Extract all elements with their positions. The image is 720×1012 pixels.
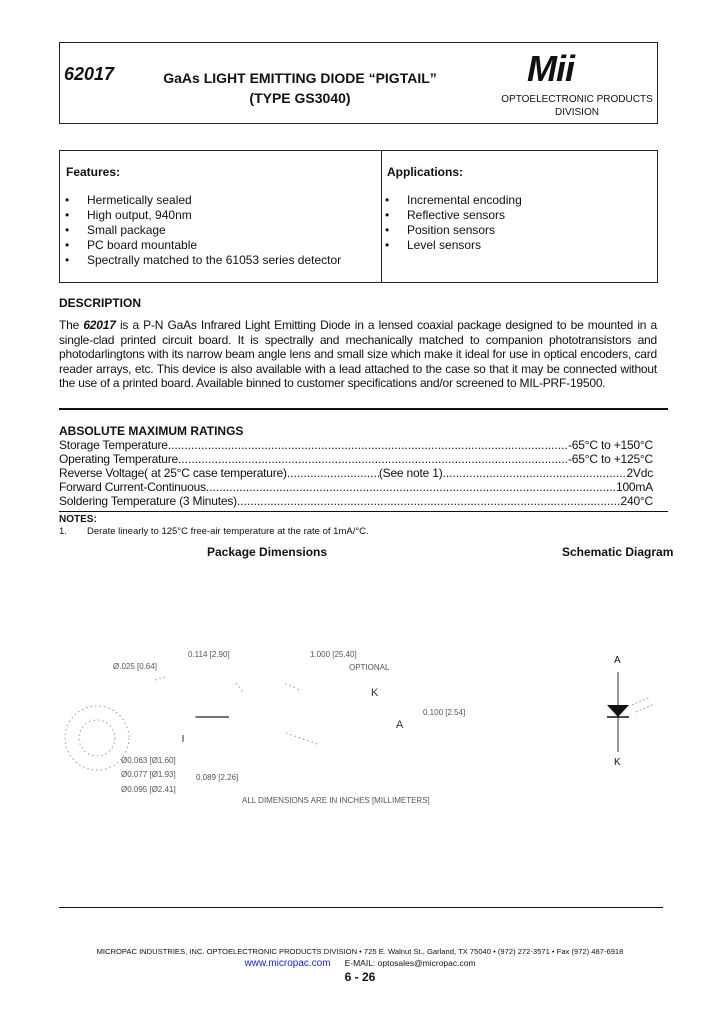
feature-item: • High output, 940nm <box>61 208 341 223</box>
notes-heading: NOTES: <box>59 514 97 525</box>
ratings-heading: ABSOLUTE MAXIMUM RATINGS <box>59 424 244 438</box>
schematic-heading: Schematic Diagram <box>562 545 674 559</box>
rating-value: -65°C to +150°C <box>568 438 653 452</box>
dim-label: 1.000 [25.40] <box>310 650 357 659</box>
package-heading: Package Dimensions <box>207 545 328 559</box>
feature-item: • Spectrally matched to the 61053 series detector <box>61 253 341 268</box>
rating-label: Soldering Temperature (3 Minutes) <box>59 494 237 508</box>
rating-label: Forward Current-Continuous <box>59 480 206 494</box>
features-heading: Features: <box>66 165 121 179</box>
feature-item: • PC board mountable <box>61 238 341 253</box>
cathode-label: K <box>371 687 379 699</box>
division-line2: DIVISION <box>555 107 599 118</box>
dim-label: Ø.025 [0.64] <box>113 662 158 671</box>
dim-label: Ø0.063 [Ø1.60] <box>121 756 176 765</box>
rating-value: 2Vdc <box>626 466 653 480</box>
dim-label: Ø0.077 [Ø1.93] <box>121 770 176 779</box>
rating-label: Operating Temperature <box>59 452 178 466</box>
footer-address: MICROPAC INDUSTRIES, INC. OPTOELECTRONIC PRODUCTS DIVISION • 725 E. Walnut St., Garland, TX 75040 • (972) 272-3571 • Fax (972) 487-6918 <box>96 947 624 956</box>
dim-label: Ø0.095 [Ø2.41] <box>121 785 176 794</box>
application-item: • Incremental encoding <box>381 193 522 208</box>
feature-item: • Small package <box>61 223 341 238</box>
anode-label: A <box>396 719 404 731</box>
note-text: Derate linearly to 125°C free-air temperature at the rate of 1mA/°C. <box>87 526 369 537</box>
title-line2: (TYPE GS3040) <box>249 90 351 106</box>
rating-value: -65°C to +125°C <box>568 452 653 466</box>
website-link[interactable]: www.micropac.com <box>244 958 331 969</box>
dim-label: OPTIONAL <box>349 663 390 672</box>
rating-value: 240°C <box>620 494 653 508</box>
part-number: 62017 <box>64 64 115 84</box>
applications-heading: Applications: <box>387 165 464 179</box>
dim-label: 0.114 [2.90] <box>188 650 230 659</box>
desc-part: 62017 <box>83 318 116 332</box>
desc-body: is a P-N GaAs Infrared Light Emitting Diode in a lensed coaxial package designed to be mounted in a single-clad printed circuit board. It is spectrally and mechanically matched to companion phototransistors and photodarlingtons with its narrow beam angle lens and small size which make it ideal for use in optical encoders, card reader arrays, etc. This device is also available with a lead attached to the case so that it may be connected without the use of a printed board. Available binned to customer specifications and/or screened to MIL-PRF-19500. <box>59 318 657 390</box>
schematic-anode: A <box>614 655 621 666</box>
description-heading: DESCRIPTION <box>59 296 142 310</box>
mii-logo: Mii <box>527 48 574 89</box>
rating-label: Reverse Voltage( at 25°C case temperature) <box>59 466 287 480</box>
desc-prefix: The <box>59 318 84 332</box>
note-num: 1. <box>59 526 67 537</box>
lens-outline <box>65 706 129 770</box>
diode-symbol <box>607 672 654 752</box>
title-line1: GaAs LIGHT EMITTING DIODE “PIGTAIL” <box>163 70 437 86</box>
rating-label: Storage Temperature <box>59 438 168 452</box>
footer-contact <box>0 958 720 969</box>
dim-label: 0.089 [2.26] <box>196 773 239 782</box>
division-line1: OPTOELECTRONIC PRODUCTS <box>501 94 653 105</box>
footer-email: E-MAIL: optosales@micropac.com <box>344 958 476 968</box>
application-item: • Position sensors <box>381 223 522 238</box>
rating-note-ref: (See note 1) <box>378 466 443 480</box>
page-number: 6 - 26 <box>344 970 376 984</box>
application-item: • Level sensors <box>381 238 522 253</box>
dimensions-note: ALL DIMENSIONS ARE IN INCHES [MILLIMETERS] <box>242 796 430 805</box>
rating-value: 100mA <box>615 480 653 494</box>
application-item: • Reflective sensors <box>381 208 522 223</box>
schematic-cathode: K <box>614 757 621 768</box>
dim-label: 0.100 [2.54] <box>423 708 466 717</box>
footer-rule <box>59 907 663 908</box>
feature-item: • Hermetically sealed <box>61 193 341 208</box>
